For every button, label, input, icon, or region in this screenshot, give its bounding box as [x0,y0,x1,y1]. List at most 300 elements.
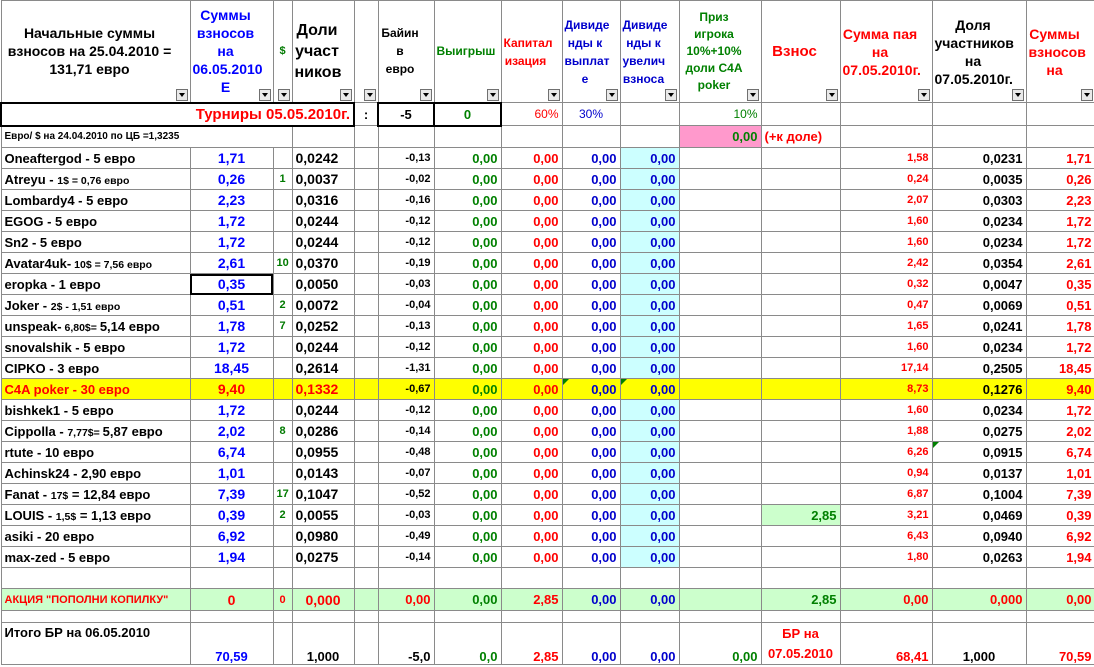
filter-dropdown-icon[interactable] [548,89,560,101]
contrib-total[interactable]: 2,23 [1026,190,1094,211]
prize-value[interactable] [679,358,761,379]
totals-pay[interactable]: 68,41 [840,623,932,665]
capitalization-value[interactable]: 0,00 [501,421,562,442]
participant-share-0705[interactable]: 0,0241 [932,316,1026,337]
participant-share[interactable]: 0,0955 [292,442,354,463]
participant-name[interactable]: rtute - 10 евро [1,442,190,463]
buyin-value[interactable]: -0,16 [378,190,434,211]
totals-d1[interactable]: 0,00 [562,623,620,665]
buyin-value[interactable]: -0,19 [378,253,434,274]
totals-cap[interactable]: 2,85 [501,623,562,665]
rate-label[interactable]: Евро/ $ на 24.04.2010 по ЦБ =1,3235 [1,126,292,148]
dividend-increase[interactable]: 0,00 [620,484,679,505]
capitalization-value[interactable]: 0,00 [501,337,562,358]
participant-name[interactable]: bishkek1 - 5 евро [1,400,190,421]
participant-name[interactable]: Cippolla - 7,77$= 5,87 евро [1,421,190,442]
dividend-increase[interactable]: 0,00 [620,526,679,547]
capitalization-value[interactable]: 0,00 [501,190,562,211]
filter-dropdown-icon[interactable] [1081,89,1093,101]
participant-share[interactable]: 0,0244 [292,232,354,253]
empty-cell[interactable] [354,421,378,442]
empty-cell[interactable] [354,463,378,484]
dividend-increase[interactable]: 0,00 [620,148,679,169]
header-win[interactable]: Выигрыш [434,1,501,103]
buyin-value[interactable]: -0,14 [378,547,434,568]
pay-sum[interactable]: 1,60 [840,337,932,358]
header-contrib-sums[interactable]: Суммы взносов на [1026,1,1094,103]
usd-amount[interactable] [273,547,292,568]
empty-cell[interactable] [354,211,378,232]
filter-dropdown-icon[interactable] [826,89,838,101]
buyin-value[interactable]: -0,04 [378,295,434,316]
empty-cell[interactable] [620,103,679,126]
win-value[interactable]: 0,00 [434,379,501,400]
header-contribution[interactable]: Взнос [761,1,840,103]
win-value[interactable]: 0,00 [434,421,501,442]
dividend-increase[interactable]: 0,00 [620,253,679,274]
sum-0605[interactable]: 1,71 [190,148,273,169]
usd-amount[interactable] [273,379,292,400]
contribution-value[interactable] [761,316,840,337]
totals-share2[interactable]: 1,000 [932,623,1026,665]
buyin-value[interactable]: -0,67 [378,379,434,400]
action-win[interactable]: 0,00 [434,589,501,611]
win-value[interactable]: 0,00 [434,211,501,232]
capitalization-value[interactable]: 0,00 [501,253,562,274]
win-value[interactable]: 0,00 [434,232,501,253]
buyin-value[interactable]: -0,12 [378,232,434,253]
dividend-increase[interactable]: 0,00 [620,379,679,400]
participant-share-0705[interactable]: 0,0234 [932,232,1026,253]
buyin-value[interactable]: -0,12 [378,211,434,232]
header-participant-share[interactable]: Доля участников на 07.05.2010г. [932,1,1026,103]
empty-cell[interactable] [354,547,378,568]
empty-cell[interactable] [354,442,378,463]
empty-cell[interactable] [354,295,378,316]
participant-share-0705[interactable]: 0,0231 [932,148,1026,169]
usd-amount[interactable] [273,463,292,484]
participant-name[interactable]: eropka - 1 евро [1,274,190,295]
buyin-value[interactable]: -0,13 [378,316,434,337]
usd-amount[interactable]: 7 [273,316,292,337]
participant-name[interactable]: unspeak- 6,80$= 5,14 евро [1,316,190,337]
empty-cell[interactable] [562,611,620,623]
capitalization-value[interactable]: 0,00 [501,169,562,190]
participant-name[interactable]: LOUIS - 1,5$ = 1,13 евро [1,505,190,526]
prize-value[interactable] [679,505,761,526]
dividend-payout[interactable]: 0,00 [562,169,620,190]
action-buyin[interactable]: 0,00 [378,589,434,611]
header-capitalization[interactable]: Капитал изация [501,1,562,103]
prize-value[interactable] [679,547,761,568]
totals-share[interactable]: 1,000 [292,623,354,665]
win-value[interactable]: 0,00 [434,337,501,358]
contrib-total[interactable]: 0,35 [1026,274,1094,295]
filter-dropdown-icon[interactable] [747,89,759,101]
participant-share[interactable]: 0,0244 [292,337,354,358]
totals-prize[interactable]: 0,00 [679,623,761,665]
header-usd[interactable]: $ [273,1,292,103]
empty-cell[interactable] [354,400,378,421]
buyin-value[interactable]: -0,02 [378,169,434,190]
capitalization-value[interactable]: 0,00 [501,295,562,316]
contrib-total[interactable]: 1,72 [1026,400,1094,421]
participant-name[interactable]: asiki - 20 евро [1,526,190,547]
empty-cell[interactable] [932,126,1026,148]
usd-amount[interactable]: 8 [273,421,292,442]
contribution-value[interactable] [761,148,840,169]
contrib-total[interactable]: 6,92 [1026,526,1094,547]
win-value[interactable]: 0,00 [434,169,501,190]
participant-share-0705[interactable]: 0,0137 [932,463,1026,484]
empty-cell[interactable] [354,611,378,623]
win-value[interactable]: 0,00 [434,463,501,484]
empty-cell[interactable] [354,169,378,190]
empty-cell[interactable] [354,379,378,400]
empty-cell[interactable] [761,103,840,126]
dividend-payout[interactable]: 0,00 [562,211,620,232]
action-contrib[interactable]: 2,85 [761,589,840,611]
dividend-increase[interactable]: 0,00 [620,400,679,421]
dividend-payout[interactable]: 0,00 [562,232,620,253]
win-value[interactable]: 0,00 [434,400,501,421]
action-total[interactable]: 0,00 [1026,589,1094,611]
sum-0605[interactable]: 1,78 [190,316,273,337]
buyin-value[interactable]: -1,31 [378,358,434,379]
prize-value[interactable] [679,253,761,274]
header-buyin[interactable]: Байин в евро [378,1,434,103]
capitalization-value[interactable]: 0,00 [501,484,562,505]
participant-share-0705[interactable]: 0,0263 [932,547,1026,568]
header-blank[interactable] [354,1,378,103]
dividend-payout[interactable]: 0,00 [562,274,620,295]
contrib-total[interactable]: 1,72 [1026,211,1094,232]
empty-cell[interactable] [620,126,679,148]
buyin-value[interactable]: -0,03 [378,505,434,526]
dividend-increase[interactable]: 0,00 [620,316,679,337]
action-cap[interactable]: 2,85 [501,589,562,611]
totals-total[interactable]: 70,59 [1026,623,1094,665]
participant-name[interactable]: Joker - 2$ - 1,51 евро [1,295,190,316]
empty-cell[interactable] [292,126,354,148]
filter-dropdown-icon[interactable] [420,89,432,101]
prize-value[interactable] [679,484,761,505]
prize-value[interactable] [679,316,761,337]
prize-value[interactable] [679,442,761,463]
dividend-payout[interactable]: 0,00 [562,442,620,463]
tournament-win[interactable]: 0 [434,103,501,126]
contribution-value[interactable] [761,484,840,505]
participant-share-0705[interactable]: 0,2505 [932,358,1026,379]
capitalization-value[interactable]: 0,00 [501,400,562,421]
capitalization-value[interactable]: 0,00 [501,148,562,169]
empty-cell[interactable] [190,568,273,589]
empty-cell[interactable] [562,568,620,589]
capitalization-value[interactable]: 0,00 [501,547,562,568]
participant-share-0705[interactable]: 0,0069 [932,295,1026,316]
action-prize[interactable] [679,589,761,611]
dividend-increase[interactable]: 0,00 [620,421,679,442]
usd-amount[interactable] [273,211,292,232]
usd-amount[interactable]: 10 [273,253,292,274]
dividend-increase[interactable]: 0,00 [620,463,679,484]
sum-0605[interactable]: 0,51 [190,295,273,316]
dividend-payout[interactable]: 0,00 [562,400,620,421]
totals-sum[interactable]: 70,59 [190,623,273,665]
action-name[interactable]: АКЦИЯ "ПОПОЛНИ КОПИЛКУ" [1,589,190,611]
prize-value[interactable] [679,211,761,232]
header-dividends-payout[interactable]: Дивиде нды к выплат е [562,1,620,103]
prize-value[interactable] [679,169,761,190]
participant-share-0705[interactable]: 0,1276 [932,379,1026,400]
win-value[interactable]: 0,00 [434,442,501,463]
contribution-value[interactable] [761,358,840,379]
participant-name[interactable]: Atreyu - 1$ = 0,76 евро [1,169,190,190]
dividend-payout[interactable]: 0,00 [562,484,620,505]
tournament-title[interactable]: Турниры 05.05.2010г. [1,103,354,126]
buyin-value[interactable]: -0,13 [378,148,434,169]
empty-cell[interactable] [378,568,434,589]
empty-cell[interactable] [434,126,501,148]
contrib-total[interactable]: 7,39 [1026,484,1094,505]
participant-share[interactable]: 0,0316 [292,190,354,211]
filter-dropdown-icon[interactable] [918,89,930,101]
participant-share[interactable]: 0,0252 [292,316,354,337]
usd-amount[interactable] [273,442,292,463]
prize-value[interactable] [679,295,761,316]
empty-cell[interactable] [354,589,378,611]
usd-amount[interactable] [273,526,292,547]
contrib-total[interactable]: 1,71 [1026,148,1094,169]
buyin-value[interactable]: -0,48 [378,442,434,463]
prize-value[interactable] [679,421,761,442]
empty-cell[interactable] [562,126,620,148]
participant-name[interactable]: Lombardy4 - 5 евро [1,190,190,211]
win-value[interactable]: 0,00 [434,484,501,505]
empty-cell[interactable] [354,568,378,589]
participant-share-0705[interactable]: 0,0940 [932,526,1026,547]
empty-cell[interactable] [434,568,501,589]
empty-cell[interactable] [354,358,378,379]
buyin-value[interactable]: -0,52 [378,484,434,505]
usd-amount[interactable]: 2 [273,295,292,316]
dividend-payout[interactable]: 0,00 [562,547,620,568]
pay-sum[interactable]: 6,87 [840,484,932,505]
capitalization-value[interactable]: 0,00 [501,379,562,400]
empty-cell[interactable] [273,623,292,665]
empty-cell[interactable] [354,148,378,169]
usd-amount[interactable] [273,190,292,211]
empty-cell[interactable] [761,568,840,589]
filter-dropdown-icon[interactable] [665,89,677,101]
contribution-value[interactable] [761,211,840,232]
contribution-value[interactable] [761,421,840,442]
dividend-increase[interactable]: 0,00 [620,505,679,526]
win-value[interactable]: 0,00 [434,505,501,526]
totals-br-label[interactable]: БР на 07.05.2010 [761,623,840,665]
empty-cell[interactable] [1026,126,1094,148]
sum-0605[interactable]: 1,72 [190,337,273,358]
dividend-payout[interactable]: 0,00 [562,148,620,169]
empty-cell[interactable] [620,568,679,589]
participant-name[interactable]: CIPKO - 3 евро [1,358,190,379]
sum-0605[interactable]: 1,72 [190,211,273,232]
empty-cell[interactable] [378,126,434,148]
empty-cell[interactable] [434,611,501,623]
totals-label[interactable]: Итого БР на 06.05.2010 [1,623,190,665]
dividend-increase[interactable]: 0,00 [620,358,679,379]
capitalization-value[interactable]: 0,00 [501,232,562,253]
participant-share-0705[interactable]: 0,0234 [932,400,1026,421]
pay-sum[interactable]: 6,43 [840,526,932,547]
pay-sum[interactable]: 1,58 [840,148,932,169]
tournament-div-pct[interactable]: 30% [562,103,620,126]
contribution-value[interactable] [761,442,840,463]
empty-cell[interactable] [932,568,1026,589]
totals-buyin[interactable]: -5,0 [378,623,434,665]
contrib-total[interactable]: 2,02 [1026,421,1094,442]
capitalization-value[interactable]: 0,00 [501,442,562,463]
buyin-value[interactable]: -0,12 [378,400,434,421]
capitalization-value[interactable]: 0,00 [501,463,562,484]
prize-value[interactable] [679,463,761,484]
contribution-value[interactable] [761,232,840,253]
dividend-payout[interactable]: 0,00 [562,337,620,358]
empty-cell[interactable] [354,484,378,505]
sum-0605[interactable]: 0,35 [190,274,273,295]
win-value[interactable]: 0,00 [434,358,501,379]
pay-sum[interactable]: 1,80 [840,547,932,568]
filter-dropdown-icon[interactable] [340,89,352,101]
contribution-value[interactable] [761,295,840,316]
contrib-total[interactable]: 6,74 [1026,442,1094,463]
participant-name[interactable]: Oneaftergod - 5 евро [1,148,190,169]
empty-cell[interactable] [1026,611,1094,623]
empty-cell[interactable] [501,568,562,589]
contrib-total[interactable]: 0,51 [1026,295,1094,316]
participant-share[interactable]: 0,0037 [292,169,354,190]
usd-amount[interactable] [273,337,292,358]
participant-share[interactable]: 0,0980 [292,526,354,547]
pay-sum[interactable]: 0,24 [840,169,932,190]
participant-share[interactable]: 0,0072 [292,295,354,316]
empty-cell[interactable] [932,611,1026,623]
filter-dropdown-icon[interactable] [259,89,271,101]
totals-win[interactable]: 0,0 [434,623,501,665]
pay-sum[interactable]: 1,65 [840,316,932,337]
dividend-increase[interactable]: 0,00 [620,232,679,253]
capitalization-value[interactable]: 0,00 [501,274,562,295]
rate-note[interactable]: (+к доле) [761,126,840,148]
prize-value[interactable] [679,232,761,253]
prize-value[interactable] [679,379,761,400]
sum-0605[interactable]: 0,26 [190,169,273,190]
contrib-total[interactable]: 9,40 [1026,379,1094,400]
empty-cell[interactable] [354,190,378,211]
contribution-value[interactable] [761,274,840,295]
usd-amount[interactable]: 17 [273,484,292,505]
participant-share-0705[interactable]: 0,0234 [932,211,1026,232]
contrib-total[interactable]: 18,45 [1026,358,1094,379]
dividend-payout[interactable]: 0,00 [562,295,620,316]
win-value[interactable]: 0,00 [434,316,501,337]
empty-cell[interactable] [354,505,378,526]
dividend-increase[interactable]: 0,00 [620,337,679,358]
capitalization-value[interactable]: 0,00 [501,505,562,526]
empty-cell[interactable] [620,611,679,623]
header-shares[interactable]: Доли участ ников [292,1,354,103]
empty-cell[interactable] [501,126,562,148]
dividend-payout[interactable]: 0,00 [562,253,620,274]
empty-cell[interactable] [1,611,190,623]
prize-value[interactable] [679,400,761,421]
capitalization-value[interactable]: 0,00 [501,358,562,379]
filter-dropdown-icon[interactable] [487,89,499,101]
rate-value[interactable]: 0,00 [679,126,761,148]
empty-cell[interactable] [840,611,932,623]
participant-name[interactable]: EGOG - 5 евро [1,211,190,232]
empty-cell[interactable] [354,232,378,253]
contrib-total[interactable]: 1,94 [1026,547,1094,568]
prize-value[interactable] [679,190,761,211]
contrib-total[interactable]: 1,72 [1026,337,1094,358]
header-sums-0605[interactable]: Суммы взносов на 06.05.2010 Е [190,1,273,103]
contrib-total[interactable]: 0,39 [1026,505,1094,526]
sum-0605[interactable]: 2,61 [190,253,273,274]
contribution-value[interactable] [761,379,840,400]
empty-cell[interactable] [1,568,190,589]
filter-dropdown-icon[interactable] [176,89,188,101]
filter-dropdown-icon[interactable] [1012,89,1024,101]
pay-sum[interactable]: 1,60 [840,211,932,232]
action-share2[interactable]: 0,000 [932,589,1026,611]
participant-share-0705[interactable]: 0,0234 [932,337,1026,358]
participant-name[interactable]: Achinsk24 - 2,90 евро [1,463,190,484]
participant-share-0705[interactable]: 0,0303 [932,190,1026,211]
usd-amount[interactable] [273,358,292,379]
participant-share-0705[interactable]: 0,0275 [932,421,1026,442]
participant-share[interactable]: 0,0055 [292,505,354,526]
buyin-value[interactable]: -0,12 [378,337,434,358]
empty-cell[interactable] [273,611,292,623]
dividend-payout[interactable]: 0,00 [562,316,620,337]
empty-cell[interactable] [292,568,354,589]
pay-sum[interactable]: 1,60 [840,232,932,253]
tournament-colon[interactable]: : [354,103,378,126]
sum-0605[interactable]: 6,74 [190,442,273,463]
contribution-value[interactable] [761,547,840,568]
header-initial-sums[interactable]: Начальные суммы взносов на 25.04.2010 = 131,71 евро [1,1,190,103]
dividend-payout[interactable]: 0,00 [562,190,620,211]
contribution-value[interactable] [761,400,840,421]
participant-share[interactable]: 0,0050 [292,274,354,295]
filter-dropdown-icon[interactable] [606,89,618,101]
participant-share[interactable]: 0,1047 [292,484,354,505]
empty-cell[interactable] [501,611,562,623]
win-value[interactable]: 0,00 [434,295,501,316]
empty-cell[interactable] [679,568,761,589]
empty-cell[interactable] [354,623,378,665]
dividend-increase[interactable]: 0,00 [620,190,679,211]
participant-name[interactable]: Avatar4uk- 10$ = 7,56 евро [1,253,190,274]
empty-cell[interactable] [840,126,932,148]
action-sum[interactable]: 0 [190,589,273,611]
participant-name[interactable]: C4A poker - 30 евро [1,379,190,400]
action-share[interactable]: 0,000 [292,589,354,611]
usd-amount[interactable] [273,274,292,295]
empty-cell[interactable] [190,611,273,623]
empty-cell[interactable] [1026,568,1094,589]
